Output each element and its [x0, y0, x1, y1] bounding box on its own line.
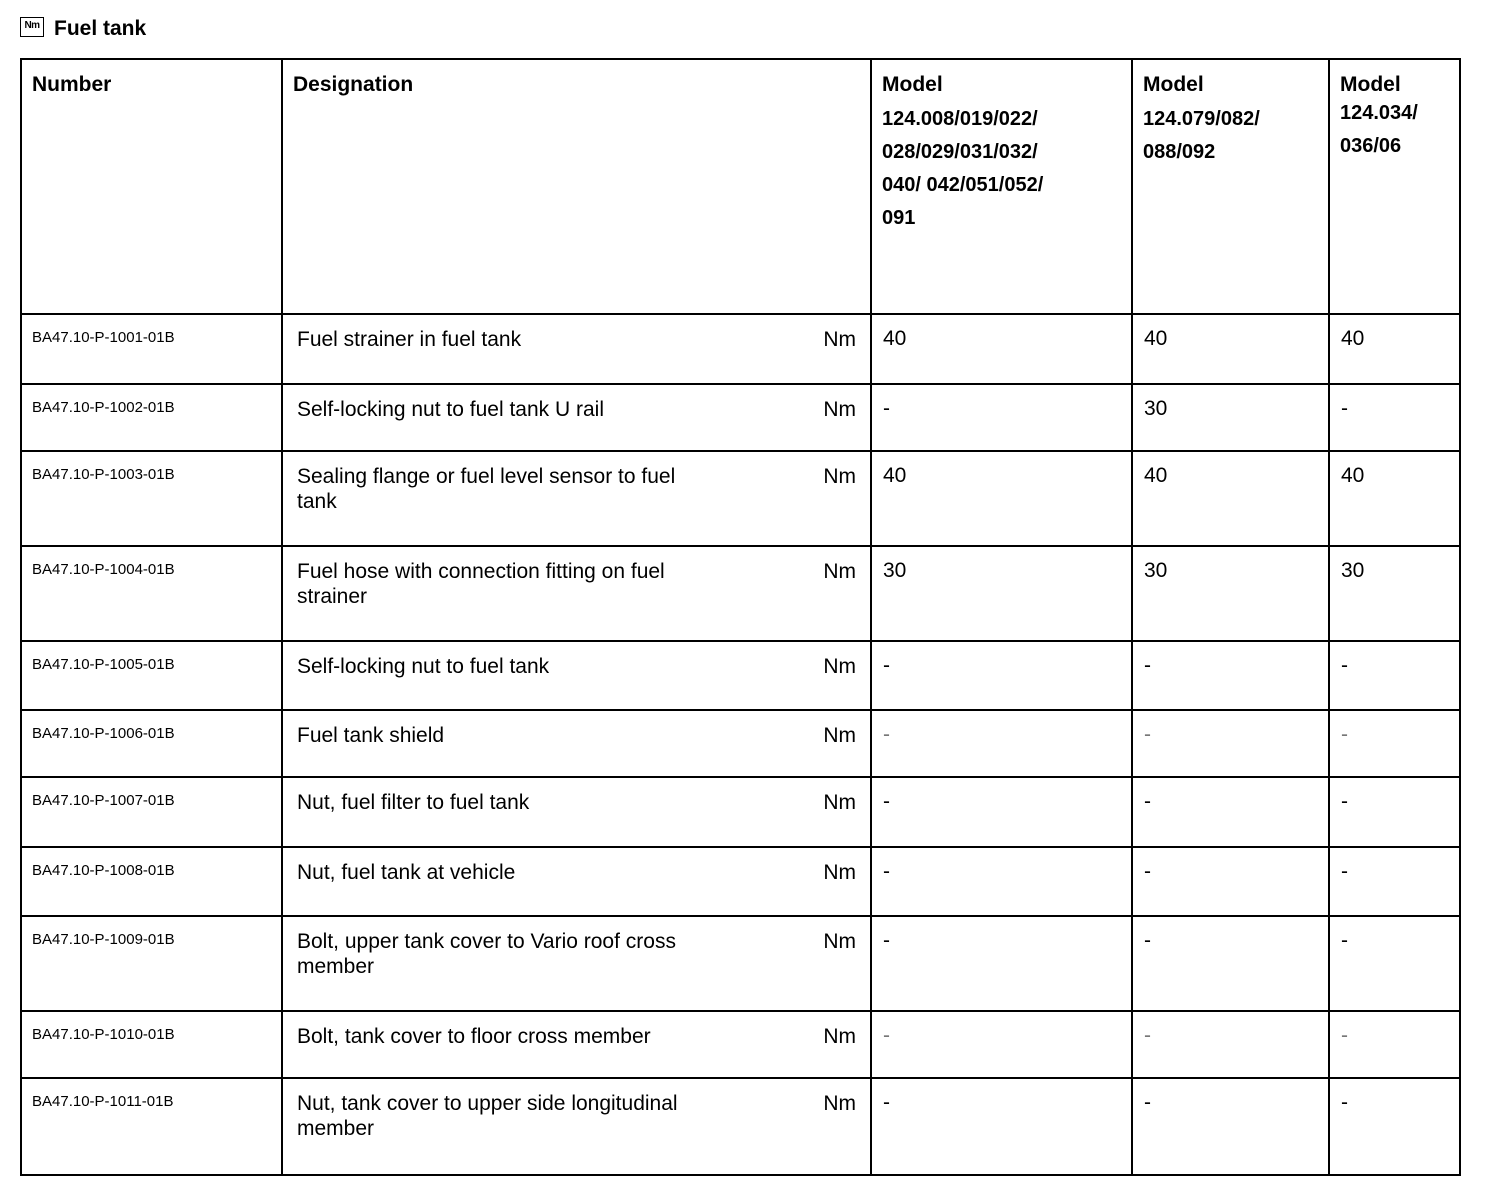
row-number: BA47.10-P-1011-01B	[21, 1078, 282, 1175]
row-value-model-1: -	[871, 1011, 1132, 1078]
row-value-model-3: -	[1329, 777, 1460, 847]
row-designation: Nut, tank cover to upper side longitudinal member	[297, 1092, 678, 1140]
row-designation: Fuel tank shield	[297, 724, 445, 747]
model-1-list: 124.008/019/022/ 028/029/031/032/ 040/ 042/051/052/ 091	[882, 108, 1044, 229]
row-unit: Nm	[823, 398, 856, 421]
row-value-model-1: -	[871, 384, 1132, 451]
row-unit: Nm	[823, 465, 856, 488]
row-unit: Nm	[823, 861, 856, 884]
row-number: BA47.10-P-1006-01B	[21, 710, 282, 777]
row-unit: Nm	[823, 655, 856, 678]
row-designation: Fuel strainer in fuel tank	[297, 328, 522, 351]
row-value-model-1: -	[871, 777, 1132, 847]
table-row	[21, 314, 1460, 384]
row-value-model-3: -	[1329, 1011, 1460, 1078]
row-value-model-2: 40	[1132, 451, 1329, 546]
section-header	[20, 12, 146, 46]
table-row	[21, 451, 1460, 546]
row-value-model-3: -	[1329, 710, 1460, 777]
row-designation-cell	[282, 1011, 871, 1078]
row-value-model-1: 40	[871, 314, 1132, 384]
row-value-model-3: -	[1329, 384, 1460, 451]
row-designation-cell	[282, 710, 871, 777]
row-number: BA47.10-P-1002-01B	[21, 384, 282, 451]
row-value-model-2: 40	[1132, 314, 1329, 384]
row-value-model-3: -	[1329, 847, 1460, 916]
row-designation: Sealing flange or fuel level sensor to fuel tank	[297, 465, 676, 513]
row-value-model-2: -	[1132, 641, 1329, 710]
row-designation-cell	[282, 451, 871, 546]
row-value-model-1: -	[871, 916, 1132, 1011]
table-row	[21, 546, 1460, 641]
row-designation-cell	[282, 384, 871, 451]
header-model-3: Model 124.034/ 036/06	[1329, 59, 1460, 314]
row-value-model-1: 40	[871, 451, 1132, 546]
header-designation: Designation	[282, 59, 871, 314]
header-number: Number	[21, 59, 282, 314]
row-number: BA47.10-P-1003-01B	[21, 451, 282, 546]
row-value-model-2: -	[1132, 916, 1329, 1011]
table-row	[21, 1078, 1460, 1175]
row-value-model-2: -	[1132, 1011, 1329, 1078]
table-row	[21, 847, 1460, 916]
torque-table	[20, 58, 1461, 1176]
row-designation-cell	[282, 314, 871, 384]
row-designation-cell	[282, 641, 871, 710]
row-unit: Nm	[823, 1092, 856, 1115]
row-designation-cell	[282, 1078, 871, 1175]
row-number: BA47.10-P-1008-01B	[21, 847, 282, 916]
header-model-1: Model 124.008/019/022/ 028/029/031/032/ 040/ 042/051/052/ 091	[871, 59, 1132, 314]
model-2-list: 124.079/082/ 088/092	[1143, 108, 1260, 163]
row-number: BA47.10-P-1005-01B	[21, 641, 282, 710]
row-designation: Nut, fuel filter to fuel tank	[297, 791, 530, 814]
row-designation: Fuel hose with connection fitting on fuel strainer	[297, 560, 665, 608]
row-value-model-3: -	[1329, 641, 1460, 710]
row-number: BA47.10-P-1009-01B	[21, 916, 282, 1011]
row-value-model-2: -	[1132, 847, 1329, 916]
row-value-model-2: -	[1132, 710, 1329, 777]
section-title: Fuel tank	[54, 17, 147, 40]
table-row	[21, 710, 1460, 777]
row-value-model-3: 30	[1329, 546, 1460, 641]
row-value-model-2: 30	[1132, 384, 1329, 451]
table-header-row	[21, 59, 1460, 314]
row-designation-cell	[282, 916, 871, 1011]
table-row	[21, 384, 1460, 451]
row-value-model-3: 40	[1329, 451, 1460, 546]
row-value-model-1: -	[871, 1078, 1132, 1175]
row-number: BA47.10-P-1007-01B	[21, 777, 282, 847]
row-value-model-1: 30	[871, 546, 1132, 641]
row-unit: Nm	[823, 724, 856, 747]
header-model-2: Model 124.079/082/ 088/092	[1132, 59, 1329, 314]
row-value-model-3: -	[1329, 1078, 1460, 1175]
row-unit: Nm	[823, 328, 856, 351]
row-value-model-1: -	[871, 641, 1132, 710]
torque-nm-icon: Nm	[20, 17, 44, 37]
table-row	[21, 1011, 1460, 1078]
row-unit: Nm	[823, 930, 856, 953]
table-row	[21, 916, 1460, 1011]
table-row	[21, 777, 1460, 847]
row-unit: Nm	[823, 791, 856, 814]
row-designation: Nut, fuel tank at vehicle	[297, 861, 516, 884]
model-3-list: 124.034/ 036/06	[1340, 102, 1418, 157]
row-value-model-3: -	[1329, 916, 1460, 1011]
row-value-model-2: -	[1132, 777, 1329, 847]
row-value-model-2: -	[1132, 1078, 1329, 1175]
row-number: BA47.10-P-1001-01B	[21, 314, 282, 384]
row-designation: Bolt, upper tank cover to Vario roof cross member	[297, 930, 676, 978]
row-designation: Self-locking nut to fuel tank	[297, 655, 550, 678]
row-number: BA47.10-P-1010-01B	[21, 1011, 282, 1078]
row-value-model-1: -	[871, 847, 1132, 916]
row-number: BA47.10-P-1004-01B	[21, 546, 282, 641]
row-value-model-3: 40	[1329, 314, 1460, 384]
row-designation-cell	[282, 847, 871, 916]
row-value-model-2: 30	[1132, 546, 1329, 641]
row-value-model-1: -	[871, 710, 1132, 777]
row-designation-cell	[282, 777, 871, 847]
row-designation: Bolt, tank cover to floor cross member	[297, 1025, 651, 1048]
row-designation-cell	[282, 546, 871, 641]
row-unit: Nm	[823, 560, 856, 583]
table-row	[21, 641, 1460, 710]
row-designation: Self-locking nut to fuel tank U rail	[297, 398, 604, 421]
row-unit: Nm	[823, 1025, 856, 1048]
